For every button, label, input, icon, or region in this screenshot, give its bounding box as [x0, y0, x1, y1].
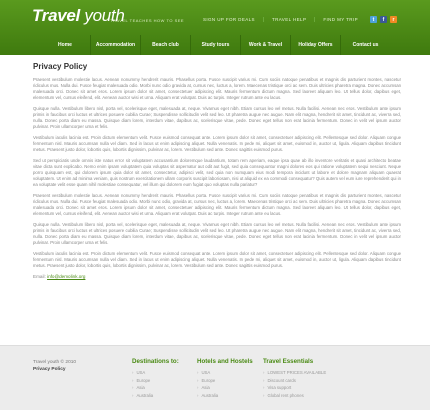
footer-column-essentials	[263, 358, 326, 399]
footer-link[interactable]: › Visa support	[263, 384, 326, 392]
footer-link[interactable]: › Discount cards	[263, 377, 326, 385]
footer-link[interactable]: › Australia	[132, 392, 179, 400]
social-links	[370, 16, 397, 23]
site-header	[0, 0, 430, 55]
site-logo[interactable]	[32, 6, 125, 26]
travel-help-link[interactable]: TRAVEL HELP	[263, 17, 314, 22]
footer-link[interactable]: › Global rent phones	[263, 392, 326, 400]
policy-paragraph: Praesent vestibulum molestie lacus. Aenean nonummy hendrerit mauris. Phasellus porta. Fusce suscipit varius mi. Cum sociis natoque penatibus et magnis dis parturient montes, nascetur ridiculus mus. Nulla dui. Fusce feugiat malesuada odio. Morbi nunc odio gravida at, cursus nec, luctus a, lorem. Maecenas tristique orci ac sem. Duis ultricies pharetra magna. Donec accumsan malesuada orci. Donec sit amet eros. Lorem ipsum dolor sit amet, consectetuer adipiscing elit. Mauris fermentum dictum magna. Sed laoreet aliquam leo. Ut tellus dolor, dapibus eget, elementum vel, cursus eleifend, elit. Aenean auctor wisi et urna. Aliquam erat volutpat. Duis ac turpis. Integer rutrum ante eu lacus.	[33, 77, 401, 100]
privacy-policy-link[interactable]: Privacy Policy	[33, 367, 66, 372]
footer-column-heading: Destinations to:	[132, 358, 179, 365]
footer-link[interactable]: › USA	[197, 369, 253, 377]
nav-contact-us[interactable]: Contact us	[340, 35, 390, 55]
footer-column-heading: Travel Essentials	[263, 358, 314, 365]
nav-study-tours[interactable]: Study tours	[190, 35, 240, 55]
nav-holiday-offers[interactable]: Holiday Offers	[290, 35, 340, 55]
footer-copyright	[33, 359, 76, 373]
policy-paragraph: Quisque nulla. Vestibulum libero nisl, porta vel, scelerisque eget, malesuada at, neque. Vivamus eget nibh. Etiam cursus leo vel metus. Nulla facilisi. Aenean nec eros. Vestibulum ante ipsum primis in faucibus orci luctus et ultrices posuere cubilia Curae; Suspendisse sollicitudin velit sed leo. Ut pharetra augue nec augue. Nam elit magna, hendrerit sit amet, tincidunt ac, viverra sed, nulla. Donec porta diam eu massa. Quisque diam lorem, interdum vitae, dapibus ac, scelerisque vitae, pede. Donec eget tellus non erat lacinia fermentum. Donec in velit vel ipsum auctor pulvinar. Proin ullamcorper urna et felis.	[33, 222, 401, 245]
sign-up-deals-link[interactable]: SIGN UP FOR DEALS	[202, 17, 255, 22]
footer-column-destinations	[132, 358, 179, 399]
policy-paragraph: Sed ut perspiciatis unde omnis iste natus error sit voluptatem accusantium doloremque laudantium, totam rem aperiam, eaque ipsa quae ab illo inventore veritatis et quasi architecto beatae vitae dicta sunt explicabo. Nemo enim ipsam voluptatem quia voluptas sit aspernatur aut odit aut fugit, sed quia consequuntur magni dolores eos qui ratione voluptatem sequi nesciunt. Neque porro quisquam est, qui dolorem ipsum quia dolor sit amet, consectetur, adipisci velit, sed quia non numquam eius modi tempora incidunt ut labore et dolore magnam aliquam quaerat voluptatem. Ut enim ad minima veniam, quis nostrum exercitationem ullam corporis suscipit laboriosam, nisi ut aliquid ex ea commodi consequatur? Quis autem vel eum iure reprehenderit qui in ea voluptate velit esse quam nihil molestiae consequatur, vel illum qui dolorem eum fugiat quo voluptas nulla pariatur?	[33, 158, 401, 187]
twitter-icon[interactable]: t	[370, 16, 377, 23]
site-tagline: TRAVEL TEACHES HOW TO SEE	[110, 18, 185, 23]
email-label: Email:	[33, 274, 46, 279]
footer-link[interactable]: › USA	[132, 369, 179, 377]
top-links	[195, 17, 366, 22]
footer-link[interactable]: › Europe	[132, 377, 179, 385]
policy-paragraph: Vestibulum iaculis lacinia est. Proin dictum elementum velit. Fusce euismod consequat ante. Lorem ipsum dolor sit amet, consectetuer adipiscing elit. Pellentesque sed dolor. Aliquam congue fermentum nisl. Mauris accumsan nulla vel diam. Sed in lacus ut enim adipiscing aliquet. Nulla venenatis. In pede mi, aliquet sit amet, euismod in, auctor ut, ligula. Aliquam dapibus tincidunt metus. Praesent justo dolor, lobortis quis, lobortis dignissim, pulvinar ac, lorem. Vestibulum sed ante. Donec sagittis euismod purus.	[33, 135, 401, 152]
footer-column-hotels	[197, 358, 253, 399]
facebook-icon[interactable]: f	[380, 16, 387, 23]
main-content	[33, 55, 401, 345]
footer-link[interactable]: › Europe	[197, 377, 253, 385]
logo-sub-text: youth	[84, 6, 125, 25]
nav-beach-club[interactable]: Beach club	[140, 35, 190, 55]
policy-paragraph: Praesent vestibulum molestie lacus. Aenean nonummy hendrerit mauris. Phasellus porta. Fusce suscipit varius mi. Cum sociis natoque penatibus et magnis dis parturient montes, nascetur ridiculus mus. Nulla dui. Fusce feugiat malesuada odio. Morbi nunc odio, gravida at, cursus nec, luctus a, lorem. Maecenas tristique orci ac sem. Duis ultricies pharetra magna. Donec accumsan malesuada orci. Donec sit amet eros. Lorem ipsum dolor sit amet, consectetuer adipiscing elit. Mauris fermentum dictum magna. Sed laoreet aliquam leo. Ut tellus dolor, dapibus eget, elementum vel, cursus eleifend, elit. Aenean auctor wisi et urna. Aliquam erat volutpat. Duis ac turpis. Integer rutrum ante eu lacus.	[33, 193, 401, 216]
footer-link[interactable]: › Asia	[132, 384, 179, 392]
footer-link[interactable]: › Asia	[197, 384, 253, 392]
nav-work-travel[interactable]: Work & Travel	[240, 35, 290, 55]
email-link[interactable]: info@demolink.org	[47, 274, 86, 279]
find-my-trip-link[interactable]: FIND MY TRIP	[314, 17, 366, 22]
site-footer	[0, 345, 430, 410]
rss-icon[interactable]: r	[390, 16, 397, 23]
nav-accommodation[interactable]: Accommodation	[90, 35, 140, 55]
nav-home[interactable]: Home	[58, 42, 72, 48]
logo-main-text: Travel	[32, 6, 80, 25]
footer-link[interactable]: › Australia	[197, 392, 253, 400]
email-line	[33, 274, 401, 279]
main-nav	[0, 35, 430, 55]
policy-paragraph: Quisque nulla. Vestibulum libero nisl, porta vel, scelerisque eget, malesuada at, neque. Vivamus eget nibh. Etiam cursus leo vel metus. Nulla facilisi. Aenean nec eros. Vestibulum ante ipsum primis in faucibus orci luctus et ultrices posuere cubilia Curae; Suspendisse sollicitudin velit sed leo. Ut pharetra augue nec augue. Nam elit magna, hendrerit sit amet, tincidunt ac, viverra sed, nulla. Donec porta diam eu massa. Quisque diam lorem, interdum vitae, dapibus ac, scelerisque vitae, pede. Donec eget tellus non erat lacinia fermentum. Donec in velit vel ipsum auctor pulvinar. Proin ullamcorper urna et felis.	[33, 106, 401, 129]
page-title: Privacy Policy	[33, 62, 88, 71]
copyright-text: Travel youth © 2010	[33, 360, 77, 365]
policy-paragraph: Vestibulum iaculis lacinia est. Proin dictum elementum velit. Fusce euismod consequat ante. Lorem ipsum dolor sit amet, consectetuer adipiscing elit. Pellentesque sed dolor. Aliquam congue fermentum nisl. Mauris accumsan nulla vel diam. Sed in lacus ut enim adipiscing aliquet. Nulla venenatis. In pede mi, aliquet sit amet, euismod in, auctor ut, ligula. Aliquam dapibus tincidunt metus. Praesent justo dolor, lobortis quis, lobortis dignissim, pulvinar ac, lorem. Vestibulum sed ante. Donec sagittis euismod purus.	[33, 251, 401, 268]
footer-column-heading: Hotels and Hostels	[197, 358, 253, 365]
footer-link[interactable]: › LOWEST PRICES AVAILABLE	[263, 369, 326, 377]
